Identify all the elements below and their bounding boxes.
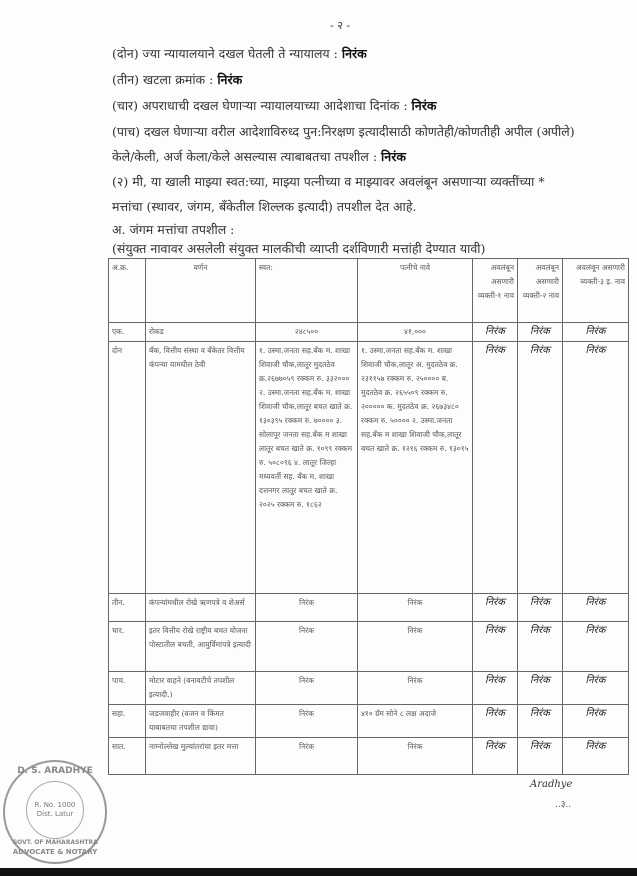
table-row (109, 738, 629, 775)
cell-desc: रोकड (146, 323, 256, 342)
line-appeal-details (112, 148, 406, 165)
line-text: केले/केली, अर्ज केला/केले असल्यास त्याबाबतचा तपशील : (112, 149, 382, 164)
stamp-center (26, 781, 84, 839)
line-joint-note (112, 240, 485, 257)
stamp-reg: R. No. 1000 (34, 801, 76, 809)
cell-no: सहा. (109, 705, 146, 738)
cell-dep1: निरंक (473, 738, 518, 775)
cell-desc: इतर वित्तीय रोखे राष्ट्रीय बचत योजना पोस्टातील बचती, आयुर्विमापत्रे इत्यादी (146, 622, 256, 672)
line-value: निरंक (381, 149, 406, 164)
cell-dep3: निरंक (563, 342, 629, 594)
cell-desc: नाम्नोल्लेख मुल्यांतरांचा इतर मत्ता (146, 738, 256, 775)
cell-no: चार. (109, 622, 146, 672)
cell-no: पाच. (109, 672, 146, 705)
cell-dep1: निरंक (473, 323, 518, 342)
table-row (109, 342, 629, 594)
cell-dep1: निरंक (473, 342, 518, 594)
line-order-date (112, 97, 436, 114)
line-case-number (112, 71, 242, 88)
line-text: (चार) अपराधाची दखल घेणाऱ्या न्यायालयाच्या आदेशाचा दिनांक : (112, 98, 412, 113)
cell-self: २४८५०० (256, 323, 358, 342)
line-movable-heading (112, 221, 234, 238)
cell-self: १. उस्मा.जनता सह.बँक म. शाखा शिवाजी चौक,लातूर मुदतठेव क्र.२६७७०५९ रक्कम रु. ३३२००० २. उस्मा.जनता सह.बँक म. शाखा शिवाजी चौक,लातूर बचत खाते क्र. १३०३९५ रक्कम रु. ७०००० ३. सोलापूर जनता सह.बँक म शाखा लातूर बचत खाते क्र. १०९९ रक्कम रु. ५०८०९६ ४. लातूर जिल्हा मध्यवर्ती सह. बँक म. शाखा दत्तनगर लातूर बचत खाते क्र. २०२५ रक्कम रु. १८६२ (256, 342, 358, 594)
cell-dep2: निरंक (518, 594, 563, 622)
line-value: निरंक (341, 46, 367, 61)
cell-dep2: निरंक (518, 622, 563, 672)
line-appeal (112, 123, 575, 140)
cell-wife: निरंक (358, 594, 473, 622)
cell-wife: ४१,००० (358, 323, 473, 342)
cell-self: निरंक (256, 705, 358, 738)
header-cell: स्वत: (256, 259, 358, 323)
cell-no: सात. (109, 738, 146, 775)
cell-dep1: निरंक (473, 594, 518, 622)
table-header-row (109, 259, 629, 323)
cell-dep2: निरंक (518, 672, 563, 705)
cell-dep2: निरंक (518, 342, 563, 594)
notary-stamp (3, 760, 107, 864)
signature: Aradhye (530, 779, 573, 790)
cell-dep1: निरंक (473, 705, 518, 738)
cell-wife: १. उस्मा.जनता सह.बँक म. शाखा शिवाजी चौक,लातूर अ. मुदतठेव क्र. २३११५७ रक्कम रु. २५०००० ब. मुदतठेव क्र. २६५५०९ रक्कम रु. २००००० क. मुदतठेव क्र. २६७३४८० रक्कम रु. ५०००० २. उस्मा.जनता सह.बँक म शाखा शिवाजी चौक,लातूर बचत खाते क्र. १२१६ रक्कम रु. १३०१५ (358, 342, 473, 594)
table-row (109, 323, 629, 342)
scan-border (0, 868, 637, 876)
cell-wife: निरंक (358, 622, 473, 672)
stamp-name: D. S. ARADHYE (17, 766, 93, 776)
cell-no: एक. (109, 323, 146, 342)
cell-wife: निरंक (358, 738, 473, 775)
continued-marker: ..३.. (555, 800, 572, 810)
header-cell: अवलंबून असणारी व्यक्ती-३ इ. नाव (563, 259, 629, 323)
line-text: अ. जंगम मत्तांचा तपशील : (112, 222, 235, 237)
line-text: (पाच) दखल घेणाऱ्या वरील आदेशाविरुध्द पुन:निरक्षण इत्यादीसाठी कोणतेही/कोणतीही अपील (अपीले) (112, 124, 575, 139)
line-text: मत्तांचा (स्थावर, जंगम, बँकेतील शिल्लक इत्यादी) तपशील देत आहे. (112, 199, 417, 214)
cell-self: निरंक (256, 622, 358, 672)
cell-dep3: निरंक (563, 738, 629, 775)
cell-dep2: निरंक (518, 323, 563, 342)
line-text: (२) मी, या खाली माझ्या स्वत:च्या, माझ्या पत्नीच्या व माझ्यावर अवलंबून असणाऱ्या व्यक्तींच्या * (112, 174, 545, 189)
line-text: (दोन) ज्या न्यायालयाने दखल घेतली ते न्यायालय : (112, 46, 342, 61)
cell-no: तीन. (109, 594, 146, 622)
header-cell: अ.क्र. (109, 259, 146, 323)
cell-self: निरंक (256, 594, 358, 622)
header-cell: अवलंबून असणारी व्यक्ती-२ नाव (518, 259, 563, 323)
stamp-title: ADVOCATE & NOTARY (12, 848, 98, 856)
line-value: निरंक (411, 98, 437, 113)
cell-dep3: निरंक (563, 705, 629, 738)
page-number: - २ - (330, 19, 351, 32)
header-cell: अवलंबून असणारी व्यक्ती-१ नाव (473, 259, 518, 323)
stamp-dist: Dist. Latur (36, 810, 74, 818)
line-assets-intro-2 (112, 198, 416, 215)
table-row (109, 622, 629, 672)
table-row (109, 672, 629, 705)
cell-desc: मोटार वाहने (बनावटीचे तपशील इत्यादी.) (146, 672, 256, 705)
cell-dep2: निरंक (518, 705, 563, 738)
line-assets-intro (112, 173, 545, 190)
cell-dep3: निरंक (563, 622, 629, 672)
line-text: (तीन) खटला क्रमांक : (112, 72, 218, 87)
line-court (112, 45, 367, 62)
header-cell: वर्णन (146, 259, 256, 323)
header-cell: पत्नीचे नावे (358, 259, 473, 323)
cell-desc: बँक, वित्तीय संस्था व बँकेतर वित्तीय कंपन्या यामधील ठेवी (146, 342, 256, 594)
cell-dep2: निरंक (518, 738, 563, 775)
cell-self: निरंक (256, 672, 358, 705)
cell-dep1: निरंक (473, 672, 518, 705)
table-row (109, 594, 629, 622)
line-value: निरंक (217, 72, 243, 87)
cell-wife: ४१० ग्रॅम सोने ८ लक्ष अदाजे (358, 705, 473, 738)
cell-dep3: निरंक (563, 594, 629, 622)
cell-dep3: निरंक (563, 323, 629, 342)
line-text: (संयुक्त नावावर असलेली संयुक्त मालकीची व्याप्ती दर्शविणारी मत्तांही देण्यात यावी) (112, 241, 486, 256)
stamp-govt: GOVT. OF MAHARASHTRA (12, 839, 98, 846)
cell-self: निरंक (256, 738, 358, 775)
table-row (109, 705, 629, 738)
movable-assets-table (108, 258, 629, 775)
cell-no: दोन (109, 342, 146, 594)
cell-wife: निरंक (358, 672, 473, 705)
cell-desc: कंपन्यांमधील रोखे ऋणपत्रे व शेअर्स (146, 594, 256, 622)
cell-dep3: निरंक (563, 672, 629, 705)
cell-desc: जडजवाहीर (वजन व किंमत याबाबतचा तपशील द्यावा) (146, 705, 256, 738)
cell-dep1: निरंक (473, 622, 518, 672)
